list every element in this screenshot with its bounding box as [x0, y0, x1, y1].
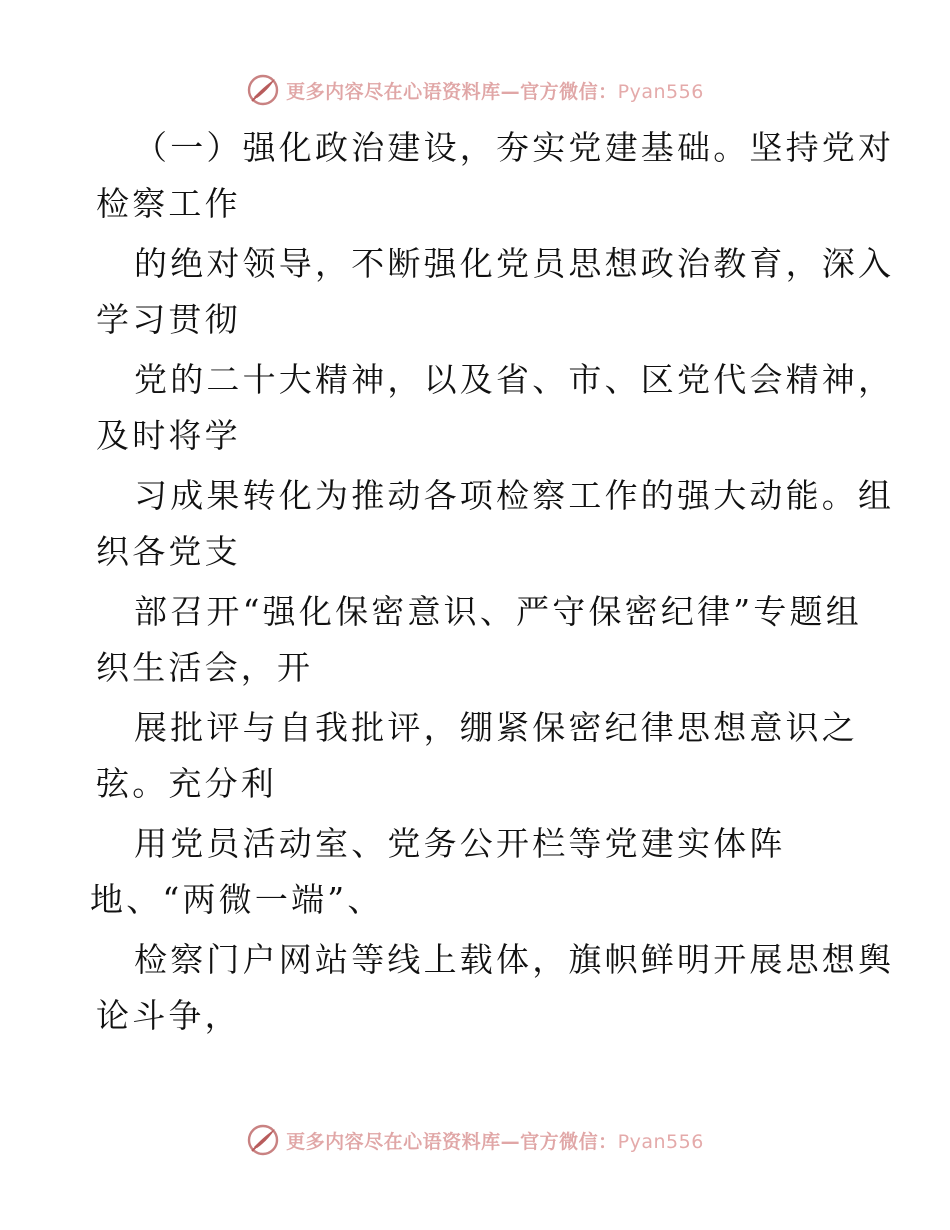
- text-line: 织生活会，开: [96, 648, 314, 687]
- watermark-text: 更多内容尽在心语资料库—官方微信：Pyan556: [286, 80, 704, 103]
- text-line: 及时将学: [96, 416, 241, 455]
- text-line: 展批评与自我批评，绷紧保密纪律思想意识之: [134, 708, 858, 747]
- text-line: （一）强化政治建设，夯实党建基础。坚持党对: [134, 128, 895, 167]
- text-line: 学习贯彻: [96, 300, 241, 339]
- text-line: 织各党支: [96, 532, 241, 571]
- quill-circle-logo-icon: [246, 1123, 280, 1157]
- text-line: 论斗争，: [96, 996, 241, 1035]
- header-watermark: [0, 70, 950, 110]
- watermark-text: 更多内容尽在心语资料库—官方微信：Pyan556: [286, 1130, 704, 1153]
- text-line: 部召开“强化保密意识、严守保密纪律”专题组: [134, 592, 862, 631]
- text-line: 弦。充分利: [96, 764, 277, 803]
- text-line: 的绝对领导，不断强化党员思想政治教育，深入: [134, 244, 895, 283]
- quill-circle-logo-icon: [246, 73, 280, 107]
- footer-watermark: [0, 1120, 950, 1160]
- text-line: 用党员活动室、党务公开栏等党建实体阵: [134, 824, 786, 863]
- text-line: 地、“两微一端”、: [90, 880, 384, 919]
- text-line: 检察工作: [96, 184, 241, 223]
- text-line: 党的二十大精神，以及省、市、区党代会精神，: [134, 360, 895, 399]
- text-line: 习成果转化为推动各项检察工作的强大动能。组: [134, 476, 895, 515]
- text-line: 检察门户网站等线上载体，旗帜鲜明开展思想舆: [134, 940, 895, 979]
